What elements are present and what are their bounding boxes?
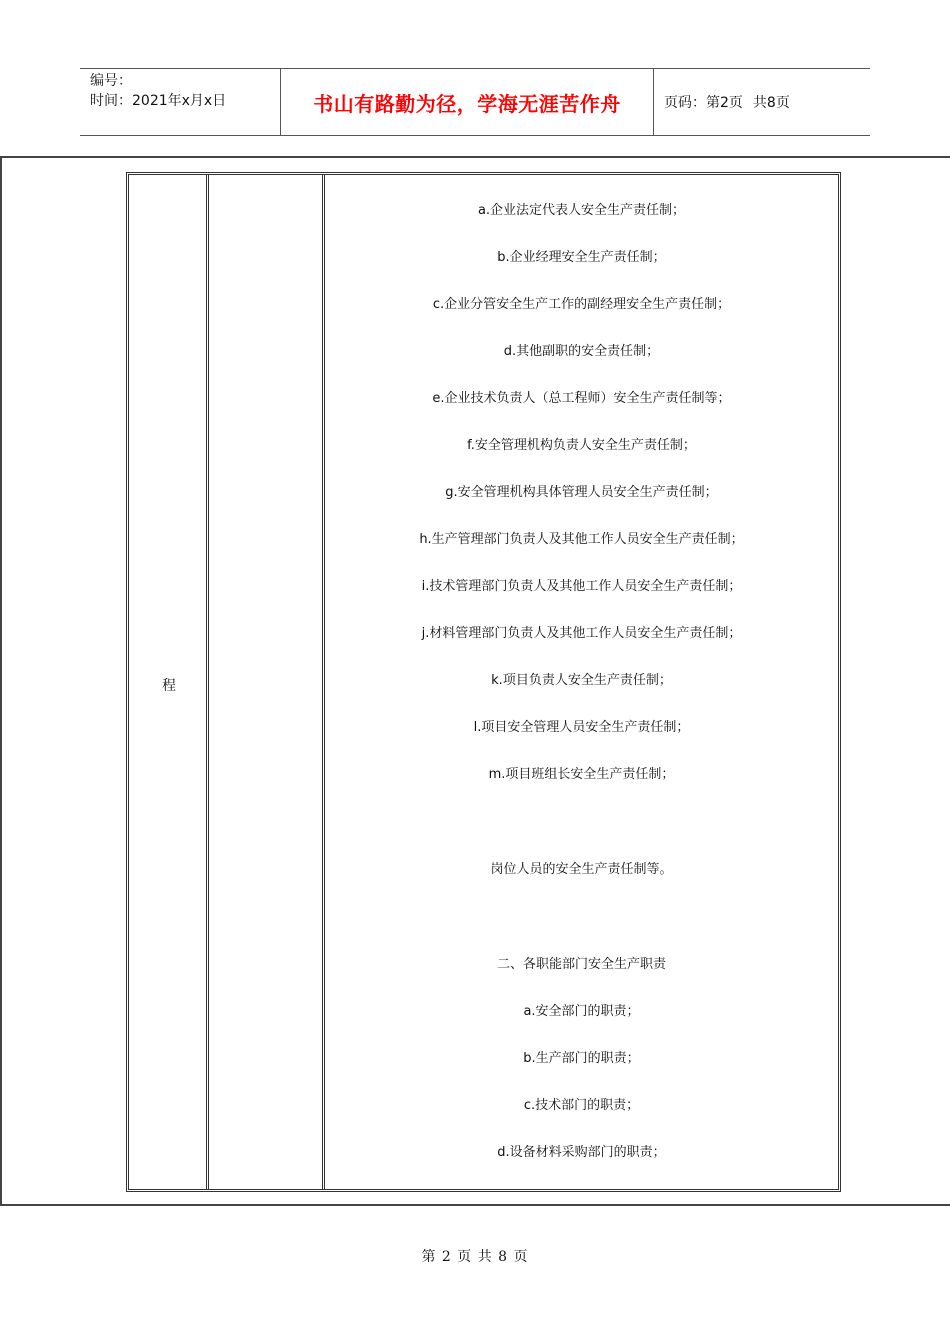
- header-info-cell: [80, 69, 281, 135]
- page-footer: 第 2 页 共 8 页: [421, 1249, 529, 1265]
- table-column-content: [325, 175, 838, 1189]
- list-item: 岗位人员的安全生产责任制等。: [490, 862, 673, 877]
- list-item: h.生产管理部门负责人及其他工作人员安全生产责任制；: [419, 532, 744, 547]
- doc-time-label: 时间：2021年x月x日: [90, 93, 227, 109]
- list-item: d.其他副职的安全责任制；: [503, 344, 660, 359]
- list-item: i.技术管理部门负责人及其他工作人员安全生产责任制；: [421, 579, 742, 594]
- list-item: d.设备材料采购部门的职责；: [497, 1145, 666, 1160]
- frame-top-line: [0, 156, 950, 158]
- list-item: k.项目负责人安全生产责任制；: [491, 673, 672, 688]
- list-item: l.项目安全管理人员安全生产责任制；: [473, 720, 690, 735]
- table-column-category: [129, 175, 209, 1189]
- list-item: f.安全管理机构负责人安全生产责任制；: [467, 438, 696, 453]
- page-total-label: 共8页: [752, 95, 790, 111]
- table-column-empty: [209, 175, 325, 1189]
- list-item: 二、各职能部门安全生产职责: [496, 957, 666, 972]
- list-item: a.安全部门的职责；: [523, 1004, 640, 1019]
- list-item: b.生产部门的职责；: [523, 1051, 640, 1066]
- frame-bottom-line: [0, 1204, 950, 1206]
- motto-text: 书山有路勤为径，学海无涯苦作舟: [313, 91, 621, 116]
- list-item: g.安全管理机构具体管理人员安全生产责任制；: [445, 485, 718, 500]
- list-item: b.企业经理安全生产责任制；: [497, 250, 666, 265]
- list-item: c.企业分管安全生产工作的副经理安全生产责任制；: [432, 297, 731, 312]
- list-item: m.项目班组长安全生产责任制；: [488, 767, 675, 782]
- frame-left-line: [0, 156, 2, 1206]
- list-item: a.企业法定代表人安全生产责任制；: [477, 203, 686, 218]
- header-motto-cell: [281, 69, 654, 135]
- category-text: 程: [162, 678, 176, 694]
- header-table: [80, 68, 870, 136]
- list-item: e.企业技术负责人（总工程师）安全生产责任制等；: [432, 391, 731, 406]
- list-item: j.材料管理部门负责人及其他工作人员安全生产责任制；: [421, 626, 742, 641]
- doc-number-label: 编号：: [90, 73, 132, 89]
- header-page-cell: [654, 69, 870, 135]
- content-table: [126, 172, 841, 1192]
- page-number-label: 页码：第2页: [664, 95, 743, 111]
- list-item: c.技术部门的职责；: [523, 1098, 640, 1113]
